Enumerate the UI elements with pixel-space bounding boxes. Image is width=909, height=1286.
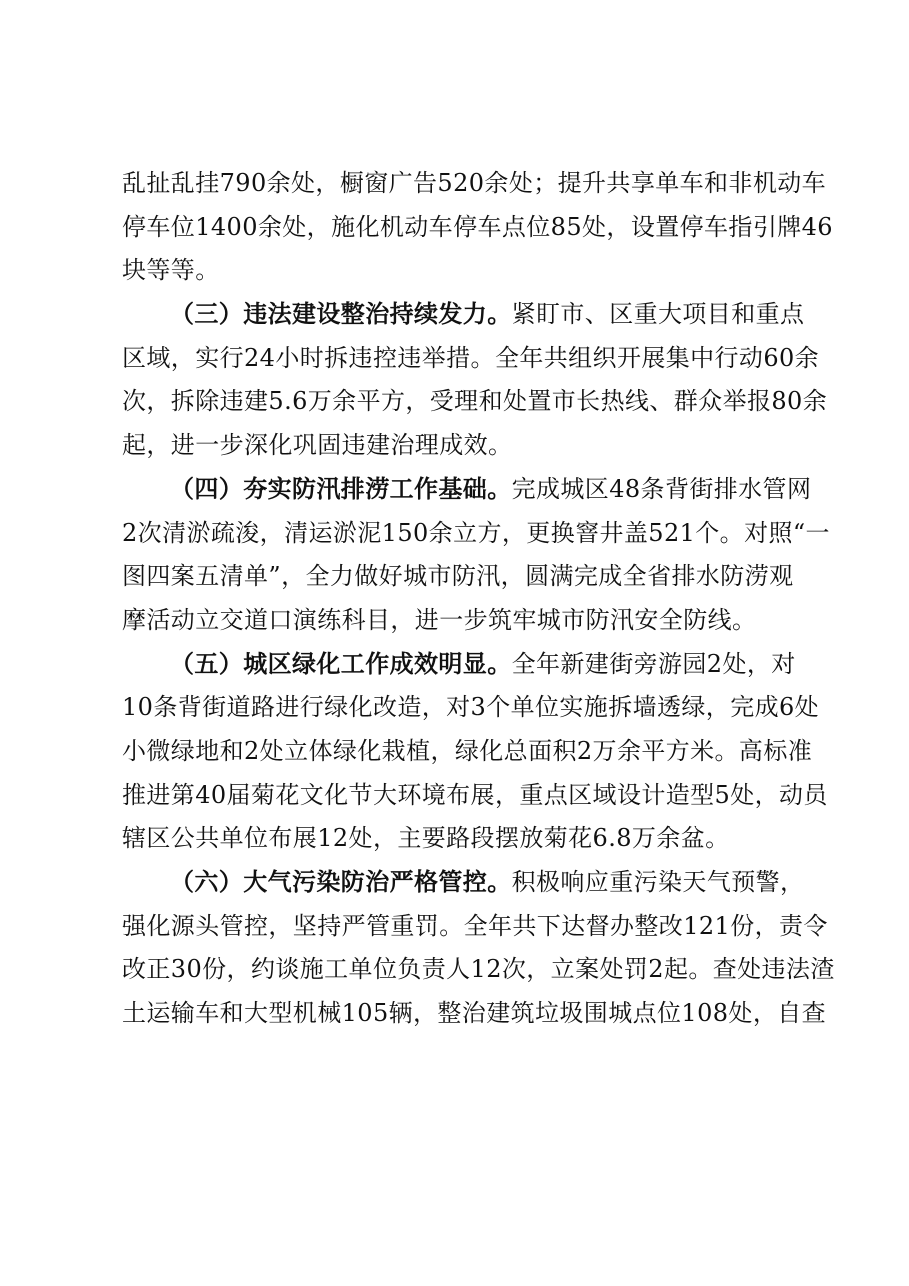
paragraph-3-heading: （三）违法建设整治持续发力。	[170, 300, 512, 329]
text-line: 推进第40届菊花文化节大环境布展，重点区域设计造型5处，动员	[122, 780, 828, 809]
paragraph-5-first-line	[122, 643, 822, 687]
text-line: 次，拆除违建5.6万余平方，受理和处置市长热线、群众举报80余	[122, 387, 828, 416]
text-line: 块等等。	[122, 256, 220, 285]
text-line: 摩活动立交道口演练科目，进一步筑牢城市防汛安全防线。	[122, 605, 757, 634]
text-line: 乱扯乱挂790余处，橱窗广告520余处；提升共享单车和非机动车	[122, 169, 827, 197]
paragraph-6-first-line	[122, 861, 822, 905]
paragraph-3-lead-text: 紧盯市、区重大项目和重点	[511, 300, 805, 329]
paragraph-4-lead-text: 完成城区48条背街排水管网	[511, 474, 812, 503]
paragraph-4-first-line	[122, 468, 822, 512]
paragraph-5-lead-text: 全年新建街旁游园2处，对	[511, 649, 796, 678]
paragraph-6-heading: （六）大气污染防治严格管控。	[170, 868, 512, 896]
paragraph-4-heading: （四）夯实防汛排涝工作基础。	[170, 474, 512, 503]
text-line: 10条背街道路进行绿化改造，对3个单位实施拆墙透绿，完成6处	[122, 693, 820, 722]
text-line: 2次清淤疏浚，清运淤泥150余立方，更换窨井盖521个。对照“一	[122, 518, 830, 547]
paragraph-3-first-line	[122, 293, 822, 337]
text-line: 停车位1400余处，施化机动车停车点位85处，设置停车指引牌46	[122, 212, 833, 241]
text-line: 起，进一步深化巩固违建治理成效。	[122, 431, 513, 460]
text-line: 区域，实行24小时拆违控违举措。全年共组织开展集中行动60余	[122, 343, 820, 372]
paragraph-5-heading: （五）城区绿化工作成效明显。	[170, 649, 512, 678]
text-line: 土运输车和大型机械105辆，整治建筑垃圾围城点位108处，自查	[122, 999, 827, 1028]
text-line: 改正30份，约谈施工单位负责人12次，立案处罚2起。查处违法渣	[122, 955, 835, 984]
text-line: 图四案五清单”，全力做好城市防汛，圆满完成全省排水防涝观	[122, 562, 794, 591]
text-line: 辖区公共单位布展12处，主要路段摆放菊花6.8万余盆。	[122, 824, 730, 853]
document-body	[122, 162, 835, 1036]
text-line: 强化源头管控，坚持严管重罚。全年共下达督办整改121份，责令	[122, 911, 828, 940]
paragraph-6-lead-text: 积极响应重污染天气预警，	[511, 868, 805, 896]
text-line: 小微绿地和2处立体绿化栽植，绿化总面积2万余平方米。高标准	[122, 736, 813, 765]
